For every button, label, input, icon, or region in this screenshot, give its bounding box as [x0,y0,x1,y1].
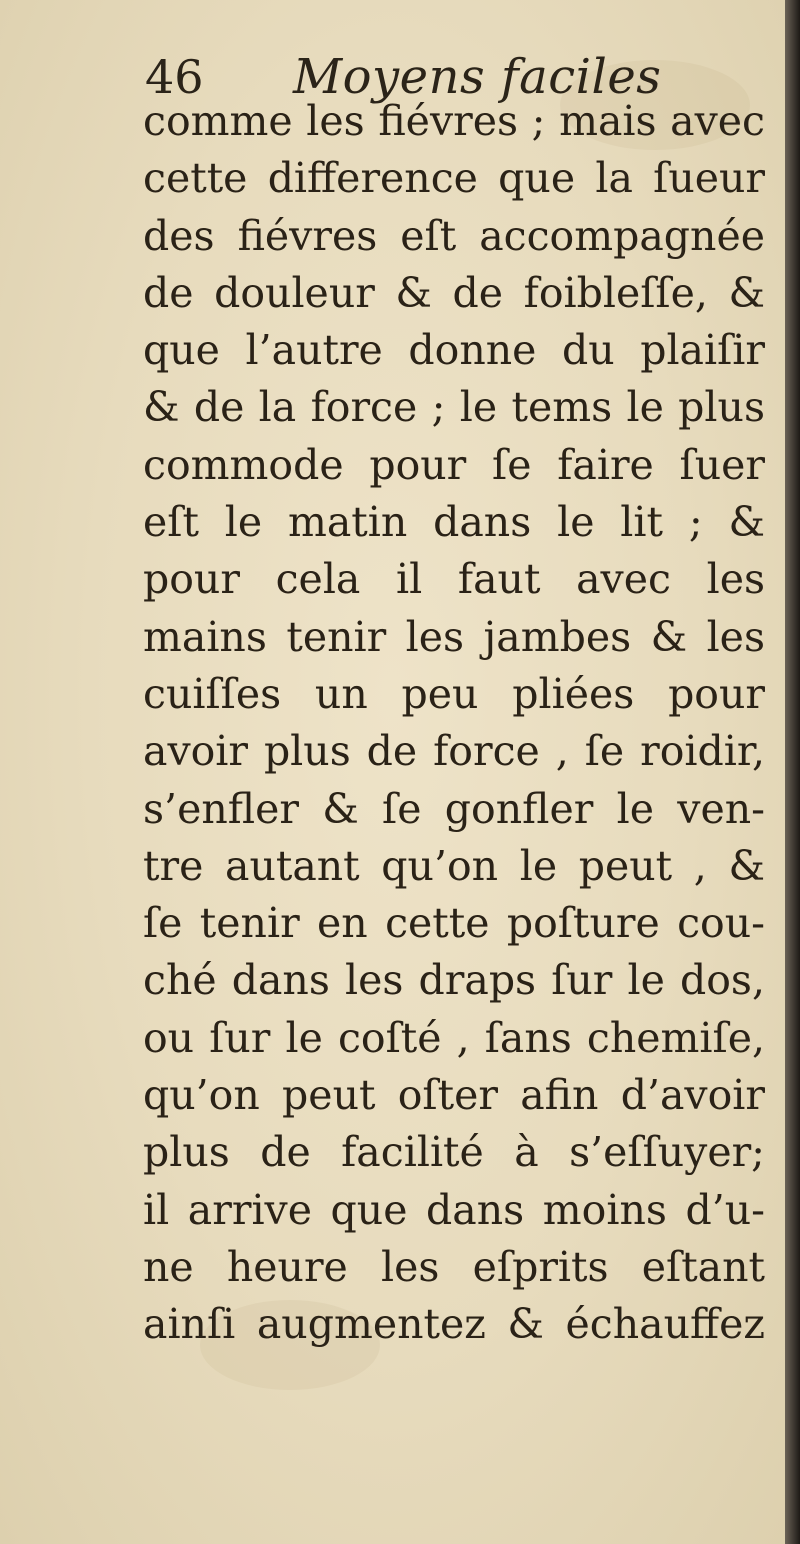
text-line: s’enfler & ſe gonfler le ven- [143,784,765,833]
text-line: il arrive que dans moins d’u- [143,1185,765,1234]
text-line: ainſi augmentez & échauffez [143,1300,765,1349]
text-block [143,93,765,1354]
text-line: des fiévres eſt accompagnée [143,211,765,260]
text-line: ou ſur le coſté , ſans chemiſe, [143,1013,765,1062]
text-line: mains tenir les jambes & les [143,612,765,661]
text-line: cette difference que la ſueur [143,154,765,203]
text-line: qu’on peut oſter afin d’avoir [143,1071,765,1120]
text-line: cuiſſes un peu pliées pour [143,669,765,718]
text-line: comme les fiévres ; mais avec [143,97,765,145]
text-line: eſt le matin dans le lit ; & [143,498,765,547]
text-line: plus de facilité à s’eſſuyer; [143,1128,765,1177]
text-line: commode pour ſe faire ſuer [143,440,765,489]
text-line: que l’autre donne du plaiſir [143,326,765,375]
text-line: de douleur & de foibleſſe, & [143,268,765,317]
book-spine-edge [785,0,800,1544]
text-line: ſe tenir en cette poſture cou- [143,899,765,948]
text-line: ché dans les draps ſur le dos, [143,956,765,1005]
text-line: ne heure les eſprits eſtant [143,1242,765,1291]
text-line: tre autant qu’on le peut , & [143,841,765,890]
running-title: Moyens faciles [293,49,662,105]
page-number: 46 [145,50,204,104]
text-line: avoir plus de force , ſe roidir, [143,727,765,776]
text-line: & de la force ; le tems le plus [143,383,765,432]
text-line: pour cela il faut avec les [143,555,765,604]
